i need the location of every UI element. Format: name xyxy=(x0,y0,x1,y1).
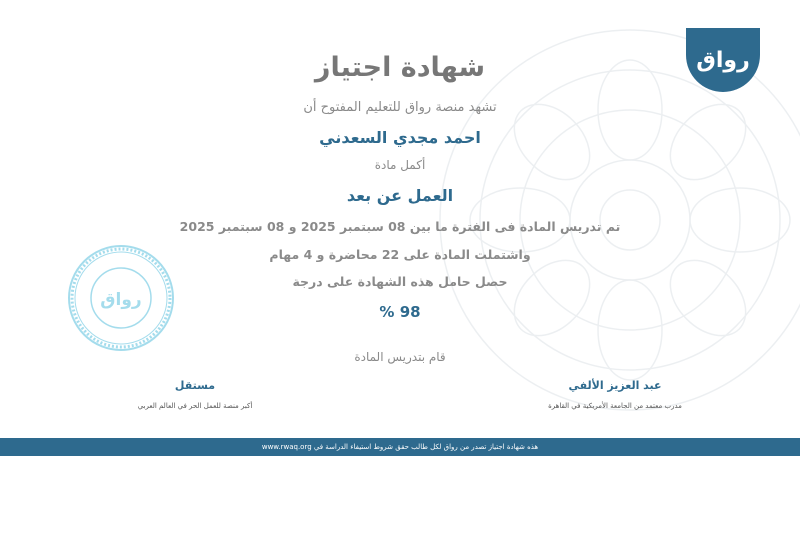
course-content: واشتملت المادة على 22 محاضرة و 4 مهام xyxy=(269,247,531,262)
instructor-1-name: عبد العزيز الألفي xyxy=(568,379,662,392)
course-period: تم تدريس المادة فى الفترة ما بين 08 سبتمبر 2025 و 08 سبتمبر 2025 xyxy=(179,219,621,234)
certificate-title: شهادة اجتياز xyxy=(314,52,486,83)
instructor-2-role: أكبر منصة للعمل الحر في العالم العربي xyxy=(137,402,253,410)
grade-label: حصل حامل هذه الشهادة على درجة xyxy=(292,274,508,289)
footer-bar: هذه شهادة اجتياز تصدر من رواق لكل طالب حقق شروط استيفاء الدراسة في www.rwaq.org xyxy=(0,438,800,456)
seal-text: رواق xyxy=(100,290,142,310)
taught-by-label: قام بتدريس المادة xyxy=(354,350,446,364)
instructor-2-name: مستقل xyxy=(174,379,216,392)
course-name: العمل عن بعد xyxy=(346,186,454,205)
completed-label: أكمل مادة xyxy=(374,158,426,172)
certificate-intro: تشهد منصة رواق للتعليم المفتوح أن xyxy=(303,100,497,115)
rwaq-seal xyxy=(67,244,175,352)
grade-value: 98 % xyxy=(379,303,421,321)
instructor-1-role: مدرب معتمد من الجامعة الأمريكية في القاهرة xyxy=(548,402,682,410)
recipient-name: احمد مجدي السعدني xyxy=(319,128,481,147)
logo-text: رواق xyxy=(696,47,750,73)
